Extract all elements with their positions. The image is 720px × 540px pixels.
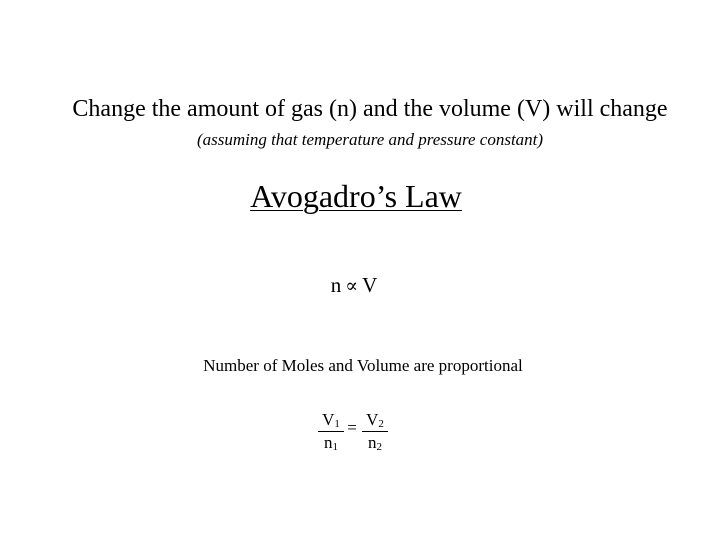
fraction-left-denominator: $n_1$	[324, 433, 338, 453]
assumption-note: (assuming that temperature and pressure constant)	[196, 130, 544, 149]
headline-text: Change the amount of gas (n) and the volume (V) will change	[72, 96, 668, 122]
proportional-symbol: ∝	[345, 275, 359, 297]
equals-sign: =	[347, 418, 357, 437]
fraction-right	[360, 409, 390, 454]
slide-title: Avogadro’s Law	[250, 178, 462, 214]
fraction-right-denominator: $n_2$	[368, 433, 382, 453]
fraction-left	[316, 409, 346, 454]
relation-right: V	[362, 273, 378, 297]
relation-left: n	[330, 273, 342, 297]
fraction-right-numerator: $V_2$	[366, 410, 384, 430]
proportional-statement: Number of Moles and Volume are proportional	[203, 356, 523, 375]
proportionality-relation	[0, 273, 708, 298]
fraction-left-numerator: $V_1$	[322, 410, 340, 430]
